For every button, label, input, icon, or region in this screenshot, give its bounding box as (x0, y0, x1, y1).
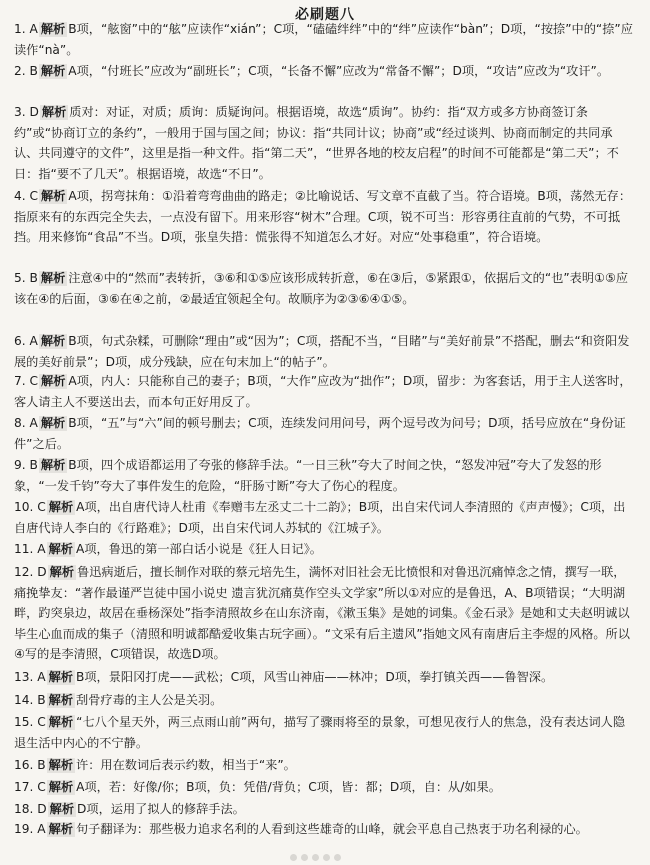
analysis-tag: 解析 (41, 189, 66, 203)
analysis-tag: 解析 (48, 715, 74, 729)
answer-item (14, 371, 636, 412)
item-text: 注意④中的“然而”表转折，③⑥和①⑤应该形成转折意，⑥在③后，⑤紧跟①，依据后文的“也”表明①⑤应该在④的后面，③⑥在④之前，②最适宜领起全句。故顺序为②③⑥④①⑤。 (14, 271, 629, 306)
answer-item (14, 799, 636, 820)
answer-letter: B (29, 271, 38, 285)
item-number: 9. (14, 458, 26, 472)
item-number: 7. (14, 374, 26, 388)
answer-item (14, 539, 636, 560)
answer-letter: C (37, 715, 46, 729)
analysis-tag: 解析 (40, 334, 66, 348)
item-number: 2. (14, 64, 26, 78)
analysis-tag: 解析 (48, 693, 74, 707)
analysis-tag: 解析 (40, 458, 66, 472)
analysis-tag: 解析 (49, 802, 75, 816)
item-text: A项，内人：只能称自己的妻子；B项，“大作”应改为“拙作”；D项，留步：为客套话，用于主人送客时，客人请主人不要送出去，而本句正好用反了。 (14, 374, 632, 409)
answer-letter: A (37, 670, 46, 684)
page-title: 必刷题八 (295, 7, 355, 23)
answer-letter: A (29, 334, 38, 348)
item-number: 6. (14, 334, 26, 348)
item-number: 10. (14, 500, 34, 514)
item-text: B项，景阳冈打虎——武松；C项，风雪山神庙——林冲；D项，拳打镇关西——鲁智深。 (75, 670, 554, 684)
item-number: 8. (14, 416, 26, 430)
answer-item (14, 61, 636, 82)
analysis-tag: 解析 (48, 500, 74, 514)
item-number: 15. (14, 715, 34, 729)
item-text: B项，四个成语都运用了夸张的修辞手法。“一日三秋”夸大了时间之快，“怒发冲冠”夸大了发怒的形象，“一发千钧”夸大了事件发生的危险，“肝肠寸断”夸大了伤心的程度。 (14, 458, 602, 493)
item-text: A项，若：好像/你；B项，负：凭借/背负；C项，皆：都；D项，自：从/如果。 (76, 780, 501, 794)
answer-letter: C (29, 374, 39, 388)
item-number: 5. (14, 271, 26, 285)
item-text: A项，出自唐代诗人杜甫《奉赠韦左丞丈二十二韵》；B项，出自宋代词人李清照的《声声慢》；C项，出自唐代诗人李白的《行路难》；D项，出自宋代词人苏轼的《江城子》。 (14, 500, 626, 535)
answer-letter: D (37, 565, 47, 579)
answer-letter: C (29, 189, 39, 203)
answer-letter: A (29, 416, 38, 430)
answer-item (14, 497, 636, 538)
answer-item (14, 819, 636, 840)
answer-item (14, 777, 636, 798)
answer-item (14, 562, 636, 665)
analysis-tag: 解析 (40, 271, 66, 285)
answer-letter: C (37, 780, 46, 794)
answer-item (14, 455, 636, 496)
answer-letter: D (37, 802, 47, 816)
answer-item (14, 667, 636, 688)
answer-item (14, 755, 636, 776)
item-number: 13. (14, 670, 34, 684)
item-text: 刮骨疗毒的主人公是关羽。 (76, 693, 223, 707)
answer-letter: B (29, 64, 38, 78)
answer-item (14, 268, 636, 309)
answer-letter: C (37, 500, 46, 514)
item-number: 14. (14, 693, 34, 707)
item-number: 18. (14, 802, 34, 816)
item-text: 质对：对证，对质；质询：质疑询问。根据语境，故选“质询”。协约：指“双方或多方协商签订条约”或“协商订立的条约”，一般用于国与国之间；协议：指“共同计议；协商”或“经过谈判、协商而制定的共同承认、共同遵守的文件”，这里是指一种文件。指“第二天”，“世界各地的校友启程”的时间不可能都是“第二天”；不日：指“要不了几天”。根据语境，故选“不日”。 (14, 105, 619, 181)
analysis-tag: 解析 (48, 670, 73, 684)
analysis-tag: 解析 (48, 780, 74, 794)
item-text: B项，句式杂糅，可删除“理由”或“因为”；C项，搭配不当，“目睹”与“美好前景”不搭配，删去“和资阳发展的美好前景”；D项，成分残缺，应在句末加上“的帖子”。 (14, 334, 630, 369)
analysis-tag: 解析 (41, 105, 67, 119)
answer-item (14, 186, 636, 248)
answer-item (14, 19, 636, 60)
answer-item (14, 102, 636, 184)
answer-item (14, 712, 636, 753)
answer-item (14, 331, 636, 372)
analysis-tag: 解析 (48, 822, 73, 836)
page-indicator (290, 846, 360, 854)
item-number: 3. (14, 105, 26, 119)
item-number: 1. (14, 22, 26, 36)
answer-item (14, 690, 636, 711)
analysis-tag: 解析 (40, 416, 66, 430)
answer-letter: B (37, 758, 46, 772)
item-text: 句子翻译为：那些极力追求名利的人看到这些雄奇的山峰，就会平息自己热衷于功名利禄的心。 (75, 822, 588, 836)
analysis-tag: 解析 (48, 758, 74, 772)
analysis-tag: 解析 (40, 64, 66, 78)
answer-letter: B (29, 458, 38, 472)
answer-letter: B (37, 693, 46, 707)
answer-letter: A (29, 22, 38, 36)
item-number: 11. (14, 542, 34, 556)
item-text: D项，运用了拟人的修辞手法。 (77, 802, 245, 816)
item-number: 4. (14, 189, 26, 203)
item-text: 许：用在数词后表示约数，相当于“来”。 (76, 758, 296, 772)
analysis-tag: 解析 (41, 374, 66, 388)
item-text: “七八个星天外，两三点雨山前”两句，描写了骤雨将至的景象，可想见夜行人的焦急，没有表达词人隐退生活中内心的不宁静。 (14, 715, 626, 750)
item-number: 19. (14, 822, 34, 836)
answer-letter: A (37, 822, 46, 836)
item-text: A项，拐弯抹角：①沿着弯弯曲曲的路走；②比喻说话、写文章不直截了当。符合语境。B项，荡然无存：指原来有的东西完全失去，一点没有留下。用来形容“树木”合理。C项，锐不可当：形容勇往直前的气势，不可抵挡。用来修饰“食品”不当。D项，张皇失措：慌张得不知道怎么才好。对应“处事稳重”，符合语境。 (14, 189, 632, 244)
answer-item (14, 413, 636, 454)
analysis-tag: 解析 (48, 542, 73, 556)
item-number: 12. (14, 565, 34, 579)
item-text: 鲁迅病逝后，擅长制作对联的蔡元培先生，满怀对旧社会无比愤恨和对鲁迅沉痛悼念之情，撰写一联，痛挽挚友：“著作最谨严岂徒中国小说史 遗言犹沉痛莫作空头文学家”所以①对应的是鲁迅，A、B项错误；“大明湖畔，趵突泉边，故居在垂杨深处”指李清照故乡在山东济南，《漱玉集》是她的词集。《金石录》是她和丈夫赵明诚以毕生心血而成的集子（清照和明诚都酷爱收集古玩字画）。“文采有后主遗风”指她文风有南唐后主李煜的风格。所以④写的是李清照，C项错误，故选D项。 (14, 565, 630, 661)
analysis-tag: 解析 (49, 565, 75, 579)
item-text: B项，“舷窗”中的“舷”应读作“xián”；C项，“磕磕绊绊”中的“绊”应读作“bàn”；D项，“按捺”中的“捺”应读作“nà”。 (14, 22, 633, 57)
answer-letter: D (29, 105, 39, 119)
item-number: 17. (14, 780, 34, 794)
analysis-tag: 解析 (40, 22, 66, 36)
item-text: A项，鲁迅的第一部白话小说是《狂人日记》。 (75, 542, 322, 556)
item-text: B项，“五”与“六”间的顿号删去；C项，连续发问用问号，两个逗号改为问号；D项，括号应放在“身份证件”之后。 (14, 416, 626, 451)
item-number: 16. (14, 758, 34, 772)
answer-letter: A (37, 542, 46, 556)
item-text: A项，“付班长”应改为“副班长”；C项，“长备不懈”应改为“常备不懈”；D项，“攻诘”应改为“攻讦”。 (68, 64, 610, 78)
